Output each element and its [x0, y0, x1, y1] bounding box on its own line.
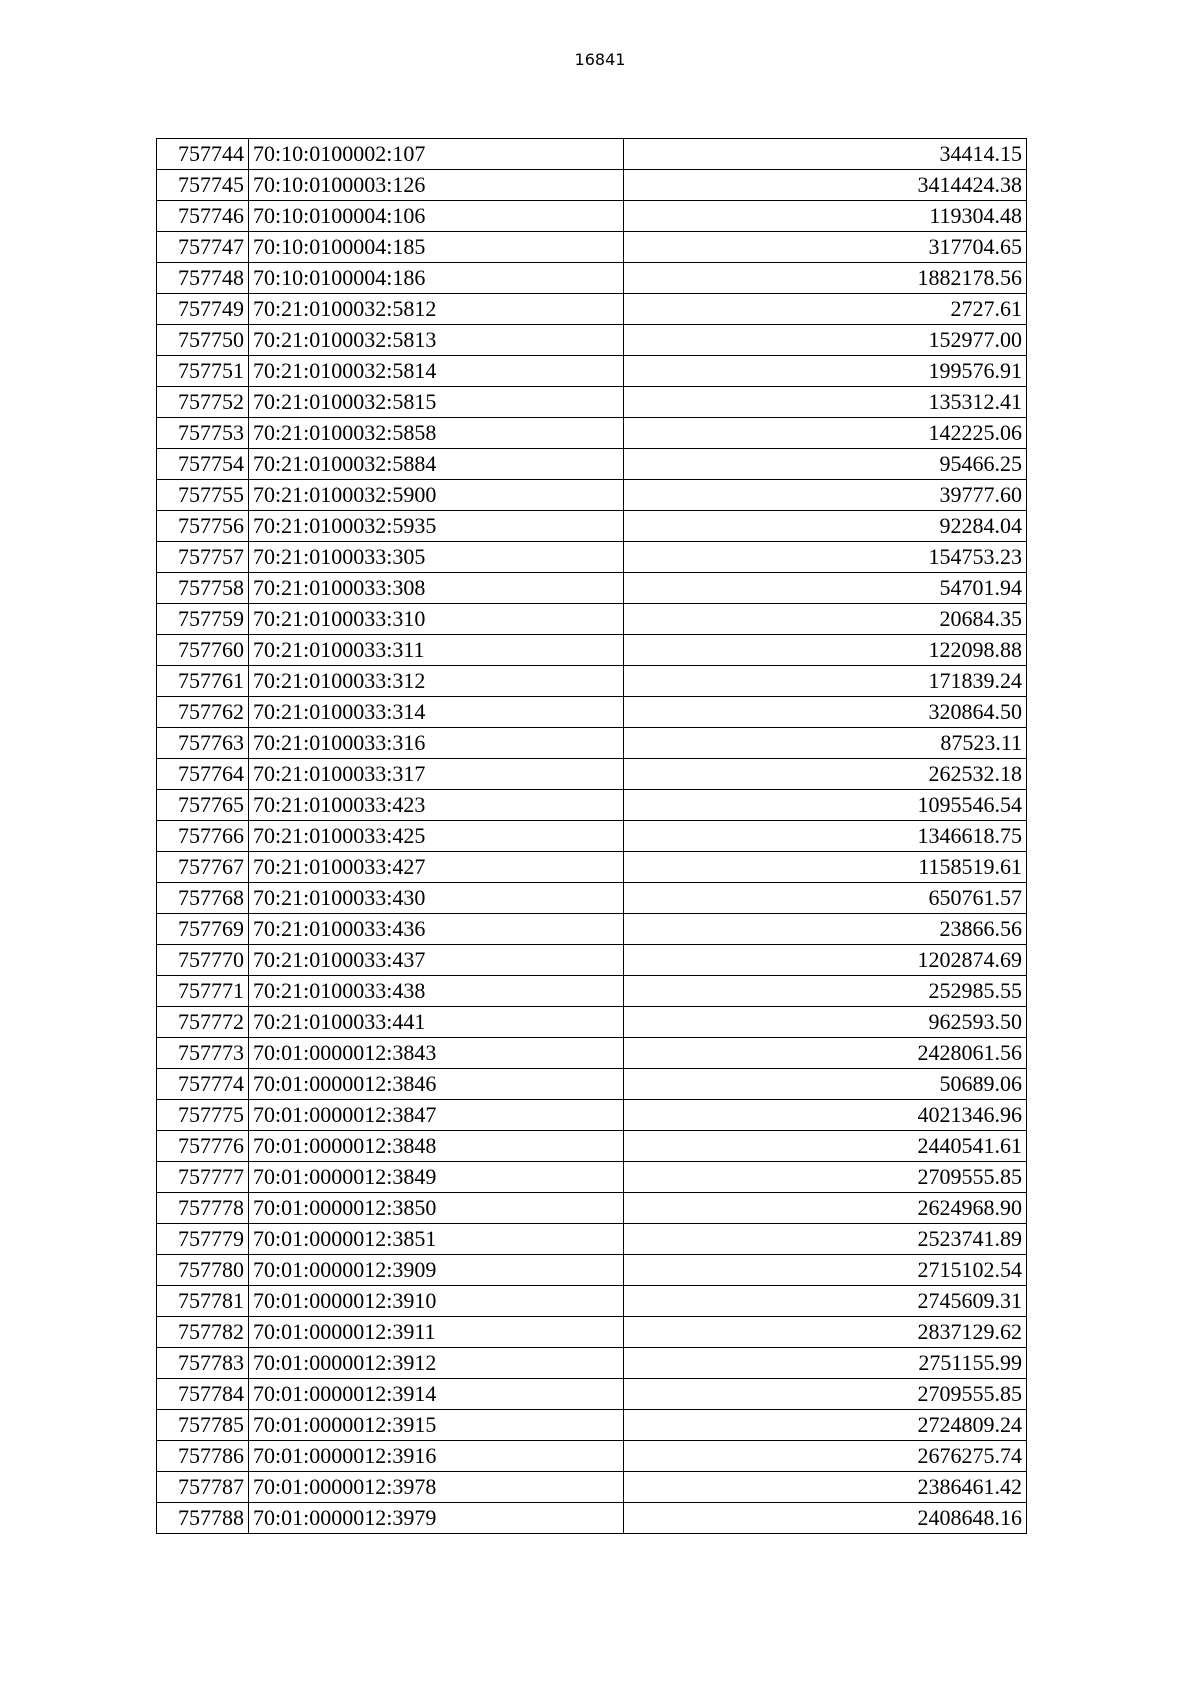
value-cell: 962593.50 [624, 1007, 1027, 1038]
value-cell: 320864.50 [624, 697, 1027, 728]
row-number-cell: 757766 [157, 821, 249, 852]
value-cell: 2428061.56 [624, 1038, 1027, 1069]
table-row [157, 294, 1027, 325]
table-row [157, 1286, 1027, 1317]
table-row [157, 790, 1027, 821]
cadastral-number-cell: 70:21:0100033:312 [249, 666, 624, 697]
cadastral-number-cell: 70:01:0000012:3847 [249, 1100, 624, 1131]
table-row [157, 1379, 1027, 1410]
cadastral-number-cell: 70:21:0100032:5813 [249, 325, 624, 356]
value-cell: 2408648.16 [624, 1503, 1027, 1534]
row-number-cell: 757751 [157, 356, 249, 387]
table-row [157, 945, 1027, 976]
cadastral-number-cell: 70:21:0100033:305 [249, 542, 624, 573]
table-row [157, 1131, 1027, 1162]
row-number-cell: 757747 [157, 232, 249, 263]
row-number-cell: 757761 [157, 666, 249, 697]
cadastral-number-cell: 70:21:0100033:441 [249, 1007, 624, 1038]
cadastral-number-cell: 70:21:0100033:423 [249, 790, 624, 821]
table-row [157, 480, 1027, 511]
row-number-cell: 757758 [157, 573, 249, 604]
value-cell: 199576.91 [624, 356, 1027, 387]
value-cell: 2440541.61 [624, 1131, 1027, 1162]
page-number: 16841 [574, 50, 626, 69]
value-cell: 154753.23 [624, 542, 1027, 573]
cadastral-number-cell: 70:01:0000012:3915 [249, 1410, 624, 1441]
cadastral-number-cell: 70:10:0100002:107 [249, 139, 624, 170]
row-number-cell: 757762 [157, 697, 249, 728]
value-cell: 2709555.85 [624, 1162, 1027, 1193]
row-number-cell: 757783 [157, 1348, 249, 1379]
value-cell: 1202874.69 [624, 945, 1027, 976]
cadastral-number-cell: 70:21:0100033:436 [249, 914, 624, 945]
table-row [157, 635, 1027, 666]
row-number-cell: 757773 [157, 1038, 249, 1069]
table-row [157, 387, 1027, 418]
value-cell: 2745609.31 [624, 1286, 1027, 1317]
cadastral-number-cell: 70:01:0000012:3848 [249, 1131, 624, 1162]
value-cell: 2715102.54 [624, 1255, 1027, 1286]
table-row [157, 1410, 1027, 1441]
table-row [157, 604, 1027, 635]
table-row [157, 542, 1027, 573]
cadastral-number-cell: 70:21:0100033:425 [249, 821, 624, 852]
cadastral-number-cell: 70:01:0000012:3978 [249, 1472, 624, 1503]
row-number-cell: 757780 [157, 1255, 249, 1286]
cadastral-number-cell: 70:21:0100032:5815 [249, 387, 624, 418]
cadastral-number-cell: 70:21:0100033:316 [249, 728, 624, 759]
cadastral-number-cell: 70:21:0100032:5858 [249, 418, 624, 449]
cadastral-number-cell: 70:10:0100004:186 [249, 263, 624, 294]
cadastral-number-cell: 70:21:0100033:430 [249, 883, 624, 914]
row-number-cell: 757769 [157, 914, 249, 945]
row-number-cell: 757746 [157, 201, 249, 232]
value-cell: 122098.88 [624, 635, 1027, 666]
table-row [157, 1348, 1027, 1379]
cadastral-number-cell: 70:21:0100032:5900 [249, 480, 624, 511]
table-row [157, 852, 1027, 883]
cadastral-number-cell: 70:10:0100004:106 [249, 201, 624, 232]
table-row [157, 697, 1027, 728]
value-cell: 2386461.42 [624, 1472, 1027, 1503]
table-row [157, 201, 1027, 232]
row-number-cell: 757778 [157, 1193, 249, 1224]
row-number-cell: 757757 [157, 542, 249, 573]
table-row [157, 1100, 1027, 1131]
value-cell: 1882178.56 [624, 263, 1027, 294]
table-row [157, 325, 1027, 356]
table-row [157, 1069, 1027, 1100]
cadastral-number-cell: 70:21:0100032:5814 [249, 356, 624, 387]
row-number-cell: 757784 [157, 1379, 249, 1410]
table-row [157, 1441, 1027, 1472]
value-cell: 2727.61 [624, 294, 1027, 325]
table-row [157, 1503, 1027, 1534]
value-cell: 1095546.54 [624, 790, 1027, 821]
row-number-cell: 757756 [157, 511, 249, 542]
table-row [157, 1472, 1027, 1503]
value-cell: 4021346.96 [624, 1100, 1027, 1131]
table-row [157, 1162, 1027, 1193]
row-number-cell: 757782 [157, 1317, 249, 1348]
table-row [157, 1038, 1027, 1069]
value-cell: 1346618.75 [624, 821, 1027, 852]
row-number-cell: 757753 [157, 418, 249, 449]
value-cell: 262532.18 [624, 759, 1027, 790]
cadastral-value-table [156, 138, 1027, 1534]
row-number-cell: 757763 [157, 728, 249, 759]
cadastral-number-cell: 70:01:0000012:3850 [249, 1193, 624, 1224]
row-number-cell: 757786 [157, 1441, 249, 1472]
row-number-cell: 757749 [157, 294, 249, 325]
row-number-cell: 757759 [157, 604, 249, 635]
row-number-cell: 757770 [157, 945, 249, 976]
value-cell: 2523741.89 [624, 1224, 1027, 1255]
cadastral-number-cell: 70:01:0000012:3979 [249, 1503, 624, 1534]
table-row [157, 1007, 1027, 1038]
table-row [157, 821, 1027, 852]
row-number-cell: 757788 [157, 1503, 249, 1534]
value-cell: 171839.24 [624, 666, 1027, 697]
row-number-cell: 757750 [157, 325, 249, 356]
row-number-cell: 757781 [157, 1286, 249, 1317]
row-number-cell: 757774 [157, 1069, 249, 1100]
row-number-cell: 757754 [157, 449, 249, 480]
value-cell: 3414424.38 [624, 170, 1027, 201]
value-cell: 152977.00 [624, 325, 1027, 356]
table-row [157, 511, 1027, 542]
table-row [157, 356, 1027, 387]
table-row [157, 666, 1027, 697]
value-cell: 142225.06 [624, 418, 1027, 449]
value-cell: 2751155.99 [624, 1348, 1027, 1379]
cadastral-number-cell: 70:01:0000012:3912 [249, 1348, 624, 1379]
cadastral-number-cell: 70:01:0000012:3909 [249, 1255, 624, 1286]
cadastral-number-cell: 70:01:0000012:3910 [249, 1286, 624, 1317]
cadastral-number-cell: 70:21:0100033:437 [249, 945, 624, 976]
cadastral-number-cell: 70:21:0100033:314 [249, 697, 624, 728]
value-cell: 2837129.62 [624, 1317, 1027, 1348]
value-cell: 39777.60 [624, 480, 1027, 511]
table-row [157, 232, 1027, 263]
cadastral-number-cell: 70:21:0100033:317 [249, 759, 624, 790]
value-cell: 20684.35 [624, 604, 1027, 635]
cadastral-number-cell: 70:01:0000012:3851 [249, 1224, 624, 1255]
value-cell: 2709555.85 [624, 1379, 1027, 1410]
value-cell: 87523.11 [624, 728, 1027, 759]
value-cell: 317704.65 [624, 232, 1027, 263]
cadastral-number-cell: 70:21:0100033:438 [249, 976, 624, 1007]
value-cell: 23866.56 [624, 914, 1027, 945]
cadastral-number-cell: 70:01:0000012:3911 [249, 1317, 624, 1348]
row-number-cell: 757775 [157, 1100, 249, 1131]
cadastral-number-cell: 70:21:0100032:5935 [249, 511, 624, 542]
value-cell: 34414.15 [624, 139, 1027, 170]
cadastral-number-cell: 70:10:0100003:126 [249, 170, 624, 201]
row-number-cell: 757768 [157, 883, 249, 914]
row-number-cell: 757772 [157, 1007, 249, 1038]
value-cell: 252985.55 [624, 976, 1027, 1007]
cadastral-number-cell: 70:01:0000012:3916 [249, 1441, 624, 1472]
cadastral-number-cell: 70:10:0100004:185 [249, 232, 624, 263]
cadastral-number-cell: 70:01:0000012:3849 [249, 1162, 624, 1193]
table-row [157, 728, 1027, 759]
cadastral-number-cell: 70:01:0000012:3914 [249, 1379, 624, 1410]
row-number-cell: 757765 [157, 790, 249, 821]
row-number-cell: 757752 [157, 387, 249, 418]
row-number-cell: 757767 [157, 852, 249, 883]
row-number-cell: 757787 [157, 1472, 249, 1503]
row-number-cell: 757777 [157, 1162, 249, 1193]
row-number-cell: 757760 [157, 635, 249, 666]
value-cell: 650761.57 [624, 883, 1027, 914]
table-row [157, 418, 1027, 449]
row-number-cell: 757764 [157, 759, 249, 790]
table-row [157, 573, 1027, 604]
table-row [157, 1224, 1027, 1255]
table-row [157, 883, 1027, 914]
value-cell: 135312.41 [624, 387, 1027, 418]
value-cell: 95466.25 [624, 449, 1027, 480]
table-row [157, 1193, 1027, 1224]
value-cell: 1158519.61 [624, 852, 1027, 883]
table-row [157, 449, 1027, 480]
table-row [157, 914, 1027, 945]
table-row [157, 1317, 1027, 1348]
value-cell: 2676275.74 [624, 1441, 1027, 1472]
value-cell: 92284.04 [624, 511, 1027, 542]
value-cell: 119304.48 [624, 201, 1027, 232]
row-number-cell: 757748 [157, 263, 249, 294]
row-number-cell: 757771 [157, 976, 249, 1007]
value-cell: 54701.94 [624, 573, 1027, 604]
table-row [157, 139, 1027, 170]
cadastral-number-cell: 70:21:0100032:5812 [249, 294, 624, 325]
row-number-cell: 757776 [157, 1131, 249, 1162]
table-row [157, 170, 1027, 201]
value-cell: 2624968.90 [624, 1193, 1027, 1224]
cadastral-number-cell: 70:21:0100033:308 [249, 573, 624, 604]
row-number-cell: 757745 [157, 170, 249, 201]
row-number-cell: 757755 [157, 480, 249, 511]
row-number-cell: 757744 [157, 139, 249, 170]
value-cell: 2724809.24 [624, 1410, 1027, 1441]
cadastral-number-cell: 70:21:0100033:427 [249, 852, 624, 883]
table-row [157, 759, 1027, 790]
row-number-cell: 757779 [157, 1224, 249, 1255]
table-row [157, 263, 1027, 294]
cadastral-number-cell: 70:01:0000012:3846 [249, 1069, 624, 1100]
cadastral-number-cell: 70:21:0100033:310 [249, 604, 624, 635]
row-number-cell: 757785 [157, 1410, 249, 1441]
cadastral-number-cell: 70:21:0100033:311 [249, 635, 624, 666]
table-body [157, 139, 1027, 1534]
cadastral-number-cell: 70:21:0100032:5884 [249, 449, 624, 480]
cadastral-number-cell: 70:01:0000012:3843 [249, 1038, 624, 1069]
table-row [157, 1255, 1027, 1286]
table-row [157, 976, 1027, 1007]
value-cell: 50689.06 [624, 1069, 1027, 1100]
